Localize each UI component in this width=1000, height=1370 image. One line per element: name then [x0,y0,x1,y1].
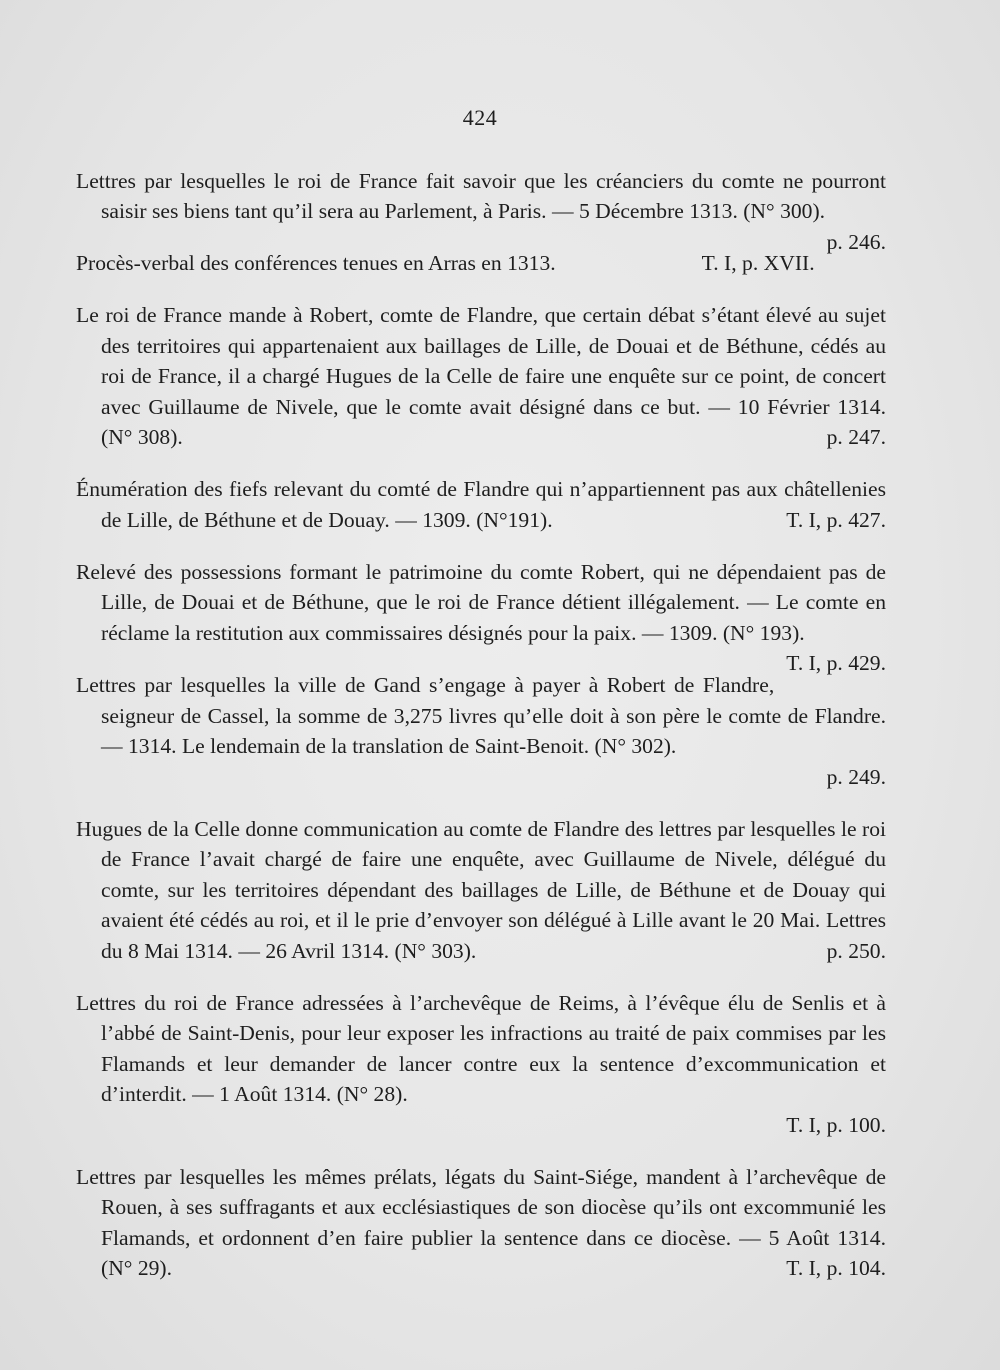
entry-reference: T. I, p. 429. [786,651,886,676]
entry-reference: T. I, p. 100. [786,1112,886,1137]
entry-text: Hugues de la Celle donne communication au comte de Flandre des lettres par lesquelles le roi de France l’avait chargé de faire une enquête, avec Guillaume de Nivele, délégué du comte, sur les territoires dépendant des baillages de Lille, de Béthune et de Douay qui avaient été cédés au roi, et il le prie d’envoyer son délégué à Lille avant le 20 Mai. Lettres du 8 Mai 1314. — 26 Avril 1314. (N° 303). [76,816,886,963]
entry-text: Lettres du roi de France adressées à l’archevêque de Reims, à l’évêque élu de Senlis et à l’abbé de Saint-Denis, pour leur exposer les infractions au traité de paix commises par les Flamands et leur demander de lancer contre eux la sentence d’excommunication et d’interdit. — 1 Août 1314. (N° 28). [76,990,886,1107]
entry-text: Lettres par lesquelles les mêmes prélats, légats du Saint-Siége, mandent à l’archevêque de Rouen, à ses suffragants et aux ecclésiastiques de son diocèse qu’ils ont excommunié les Flamands, et ordonnent d’en faire publier la sentence dans ce diocèse. — 5 Août 1314. (N° 29). [76,1164,886,1281]
entry-text: Procès-verbal des conférences tenues en Arras en 1313. [76,251,556,276]
entry-reference: T. I, p. 427. [786,507,886,532]
page-number: 424 [462,105,498,130]
entry-text: Lettres par lesquelles la ville de Gand s’engage à payer à Robert de Flandre, seigneur de Cassel, la somme de 3,275 livres qu’elle doit à son père le comte de Flandre. — 1314. Le lendemain de la translation de Saint-Benoit. (N° 302). [76,673,886,759]
entry [76,300,886,453]
entry [76,248,886,279]
entry-text: Lettres par lesquelles le roi de France fait savoir que les créanciers du comte ne pourront saisir ses biens tant qu’il sera au Parlement, à Paris. — 5 Décembre 1313. (N° 300). [76,168,886,224]
entry-text: Le roi de France mande à Robert, comte de Flandre, que certain débat s’étant élevé au sujet des territoires qui appartenaient aux baillages de Lille, de Douai et de Béthune, cédés au roi de France, il a chargé Hugues de la Celle de faire une enquête sur ce point, de concert avec Guillaume de Nivele, que le comte avait désigné dans ce but. — 10 Février 1314. (N° 308). [76,303,886,450]
entry [76,988,886,1141]
entry-text: Relevé des possessions formant le patrimoine du comte Robert, qui ne dépendaient pas de Lille, de Douai et de Béthune, que le roi de France détient illégalement. — Le comte en réclame la restitution aux commissaires désignés pour la paix. — 1309. (N° 193). [76,559,886,645]
entry-reference: p. 249. [826,764,886,789]
entry-reference: T. I, p. 104. [786,1256,886,1281]
entry [76,557,886,676]
entry-reference: p. 246. [826,229,886,254]
entry [76,474,886,535]
entry-list [76,144,886,1296]
entry [76,1162,886,1284]
entry [76,670,886,792]
entry-text: Énumération des fiefs relevant du comté de Flandre qui n’appartiennent pas aux châtellenies de Lille, de Béthune et de Douay. — 1309. (N°191). [76,477,886,532]
entry-reference: T. I, p. XVII. [701,251,815,276]
entry [76,814,886,967]
entry-reference: p. 250. [826,938,886,963]
entry [76,166,886,254]
entry-reference: p. 247. [826,425,886,450]
